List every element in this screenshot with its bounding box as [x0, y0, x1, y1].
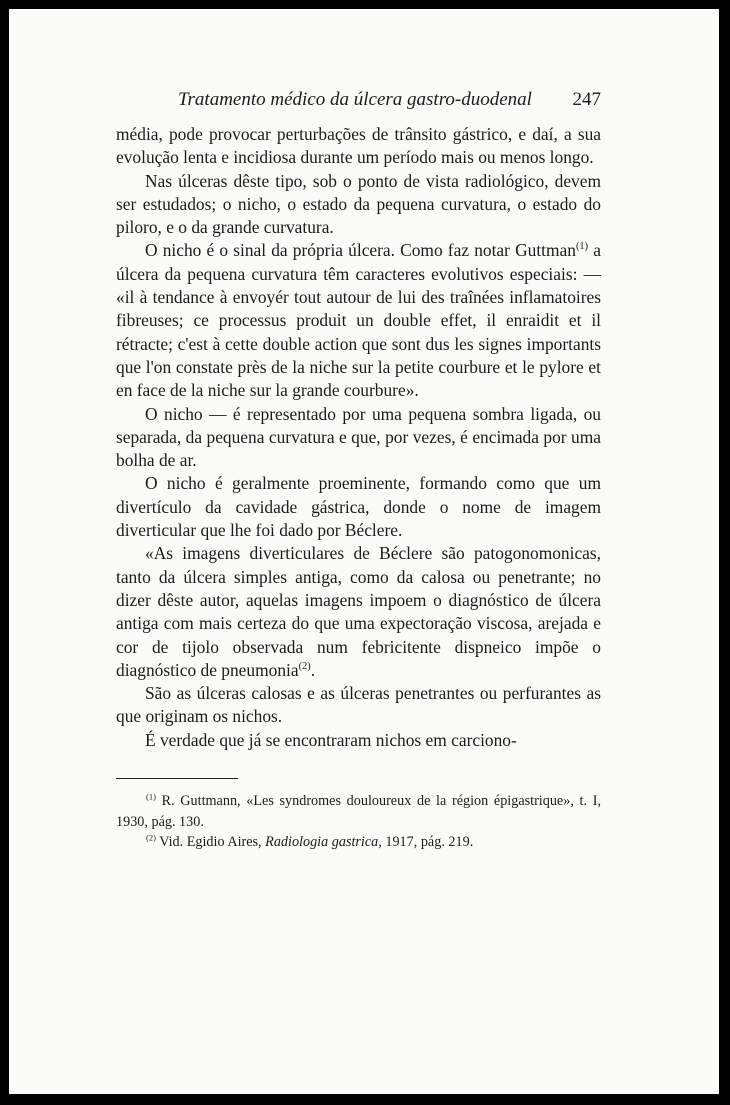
footnote-mark-2: (2) — [146, 832, 156, 843]
footnote-ref-1: (1) — [575, 241, 589, 253]
page-header — [116, 89, 601, 123]
footnote-2-title: Radiologia gastrica — [265, 834, 379, 851]
footnote-2: $^{(2)}$ Vid. Egidio Aires, Radiologia gastrica, 1917, pág. 219. — [146, 832, 474, 851]
footnotes — [116, 791, 601, 853]
running-title: Tratamento médico da úlcera gastro-duodenal — [178, 89, 532, 110]
footnote-ref-2: (2) — [298, 661, 311, 673]
book-page — [9, 9, 719, 1094]
page-number: 247 — [572, 89, 601, 110]
footnote-1: $^{(1)}$ R. Guttmann, «Les syndromes douloureux de la région épigastrique», t. I, 1930, pág. 130. — [116, 791, 601, 830]
paragraph-3: O nicho é o sinal da própria úlcera. Como faz notar Guttman$^{(1)}$ a úlcera da pequena curvatura têm caracteres evolutivos especiais: — «il à tendance à envoyér tout autour de lui des traînées inflamatoires fibreuses; ce processus produit un double effet, il enraidit et il rétracte; c'est à cette double action que sont dus les signes importants que l'on constate près de la niche sur la petite courbure et le pylore et en face de la niche sur la grande courbure». — [116, 240, 601, 401]
paragraph-4: O nicho — é representado por uma pequena sombra ligada, ou separada, da pequena curvatura e que, por vezes, é encimada por uma bolha de ar. — [116, 403, 601, 471]
footnote-rule — [116, 778, 238, 779]
paragraph-8: É verdade que já se encontraram nichos em carciono- — [145, 729, 517, 750]
paragraph-5: O nicho é geralmente proeminente, formando como que um divertículo da cavidade gástrica, donde o nome de imagem diverticular que lhe foi dado por Béclere. — [116, 473, 601, 541]
paragraph-2: Nas úlceras dêste tipo, sob o ponto de vista radiológico, devem ser estudados; o nicho, o estado da pequena curvatura, o estado do piloro, e o da grande curvatura. — [116, 170, 601, 238]
text-block — [116, 89, 601, 853]
body-text — [116, 123, 601, 752]
paragraph-7: São as úlceras calosas e as úlceras penetrantes ou perfurantes as que originam os nichos. — [116, 683, 601, 727]
footnote-mark-1: (1) — [146, 791, 156, 802]
paragraph-6: «As imagens diverticulares de Béclere são patogonomonicas, tanto da úlcera simples antiga, como da calosa ou penetrante; no dizer dêste autor, aquelas imagens impoem o diagnóstico de úlcera antiga com mais certeza do que uma expectoração viscosa, arejada e cor de tijolo observada num febricitente dispneico impõe o diagnóstico de pneumonia$^{(2)}$. — [116, 543, 601, 680]
paragraph-1: média, pode provocar perturbações de trânsito gástrico, e daí, a sua evolução lenta e incidiosa durante um período mais ou menos longo. — [116, 124, 601, 168]
